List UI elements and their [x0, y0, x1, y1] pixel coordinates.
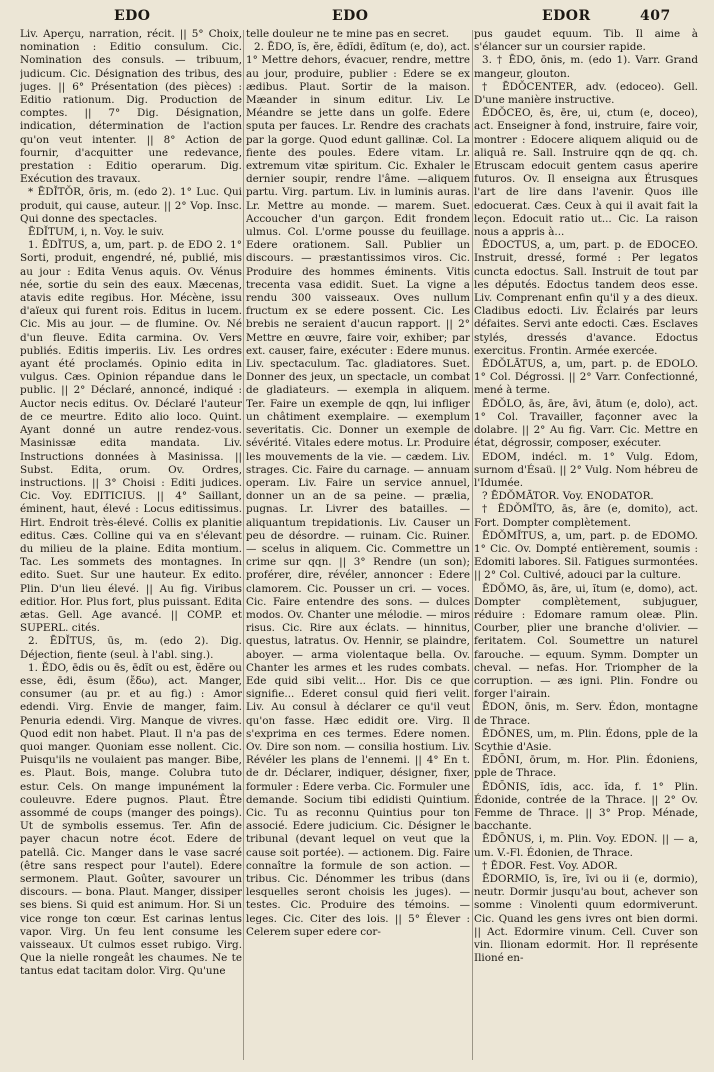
dictionary-entry: 3. † ĒDO, ōnis, m. (edo 1). Varr. Grand mangeur, glouton. — [474, 54, 698, 80]
dictionary-entry: 1. ĒDĬTUS, a, um, part. p. de EDO 2. 1° Sorti, produit, engendré, né, publié, mis au jour : Edita Venus aquis. Ov. Vénus née, sortie du sein des eaux. Mæcenas, atavis edite regibus. Hor. Mécène, issu d'aïeux qui furent rois. Editus in lucem. Cic. Mis au jour. — de flumine. Ov. Né d'un fleuve. Edita carmina. Ov. Vers publiés. Editis imperiis. Liv. Les ordres ayant été proclamés. Opinio edita in vulgus. Cæs. Opinion répandue dans le public. || 2° Déclaré, annoncé, indiqué : Auctor necis editus. Ov. Déclaré l'auteur de ce meurtre. Edito alio loco. Quint. Ayant donné un autre rendez-vous. Masinissæ edita mandata. Liv. Instructions données à Masinissa. || Subst. Edita, orum. Ov. Ordres, instructions. || 3° Choisi : Editi judices. Cic. Voy. EDITICIUS. || 4° Saillant, éminent, haut, élevé : Locus editissimus. Hirt. Endroit très-élevé. Collis ex planitie editus. Cæs. Colline qui va en s'élevant du milieu de la plaine. Edita montium. Tac. Les sommets des montagnes. In edito. Suet. Sur une hauteur. Ex edito. Plin. D'un lieu élevé. || Au fig. Viribus editior. Hor. Plus fort, plus puissant. Edita ætas. Gell. Age avancé. || COMP. et SUPERL. cités. — [20, 239, 242, 635]
dictionary-entry: ? ĒDŎMĀTOR. Voy. ENODATOR. — [482, 490, 654, 503]
dictionary-entry: EDOM, indécl. m. 1° Vulg. Edom, surnom d'Ésaü. || 2° Vulg. Nom hébreu de l'Idumée. — [474, 450, 698, 489]
dictionary-entry: ĒDŎCEO, ēs, ēre, ui, ctum (e, doceo), act. Enseigner à fond, instruire, faire voir, montrer : Edocere aliquem aliquid ou de aliquâ re. Sall. Instruire qqn de qq. ch. Etruscam edocuit gentem casus aperire futuros. Ov. Il enseigna aux Étrusques l'art de lire dans l'avenir. Quos ille edocuerat. Cæs. Ceux à qui il avait fait la leçon. Edocuit ratio ut... Cic. La raison nous a appris à... — [474, 107, 698, 239]
running-header — [0, 6, 714, 28]
dictionary-entry: 2. ĒDO, ĭs, ĕre, ēdĭdi, ēdĭtum (e, do), act. 1° Mettre dehors, évacuer, rendre, mettre au jour, produire, publier : Edere se ex ædibus. Plaut. Sortir de la maison. Mæander in sinum editur. Liv. Le Méandre se jette dans un golfe. Edere sputa per fauces. Lr. Rendre des crachats par la gorge. Quod edunt gallinæ. Col. La fiente des poules. Edere vitam. Lr. extremum vitæ spiritum. Cic. Exhaler le dernier soupir, rendre l'âme. —aliquem partu. Virg. partum. Liv. in luminis auras. Lr. Mettre au monde. — marem. Suet. Accoucher d'un garçon. Edit frondem ulmus. Col. L'orme pousse du feuillage. Edere orationem. Sall. Publier un discours. — præstantissimos viros. Cic. Produire des hommes éminents. Vitis trecenta vasa edidit. Suet. La vigne a rendu 300 vaisseaux. Oves nullum fructum ex se edere possent. Cic. Les brebis ne seraient d'aucun rapport. || 2° Mettre en œuvre, faire voir, exhiber; par ext. causer, faire, exécuter : Edere munus. Liv. spectaculum. Tac. gladiatores. Suet. Donner des jeux, un spectacle, un combat de gladiateurs. — exempla in aliquem. Ter. Faire un exemple de qqn, lui infliger un châtiment exemplaire. — exemplum severitatis. Cic. Donner un exemple de sévérité. Vitales edere motus. Lr. Produire les mouvements de la vie. — cædem. Liv. strages. Cic. Faire du carnage. — annuam operam. Liv. Faire un service annuel, donner un an de sa peine. — prælia, pugnas. Lr. Livrer des batailles. — aliquantum trepidationis. Liv. Causer un peu de désordre. — ruinam. Cic. Ruiner. — scelus in aliquem. Cic. Commettre un crime sur qqn. || 3° Rendre (un son); proférer, dire, révéler, annoncer : Edere clamorem. Cic. Pousser un cri. — voces. Cic. Faire entendre des sons. — dulces modos. Ov. Chanter une mélodie. — miros risus. Cic. Rire aux éclats. — hinnitus, questus, latratus. Ov. Hennir, se plaindre, aboyer. — arma violentaque bella. Ov. Chanter les armes et les rudes combats. Ede quid sibi velit... Hor. Dis ce que signifie... Ederet consul quid fieri velit. Liv. Au consul à déclarer ce qu'il veut qu'on fasse. Hæc edidit ore. Virg. Il s'exprima en ces termes. Edere nomen. Ov. Dire son nom. — consilia hostium. Liv. Révéler les plans de l'ennemi. || 4° En t. de dr. Déclarer, indiquer, désigner, fixer, formuler : Edere verba. Cic. Formuler une demande. Socium tibi edidisti Quintium. Cic. Tu as reconnu Quintius pour ton associé. Edere judicium. Cic. Désigner le tribunal (devant lequel on veut que la cause soit portée). — actionem. Dig. Faire connaître la formule de son action. — tribus. Cic. Dénommer les tribus (dans lesquelles seront choisis les juges). — testes. Cic. Produire des témoins. — leges. Cic. Citer des lois. || 5° Élever : Celerem super edere cor- — [246, 41, 470, 938]
dictionary-entry: * ĒDĬTŎR, ōris, m. (edo 2). 1° Luc. Qui produit, qui cause, auteur. || 2° Vop. Insc. Qui donne des spectacles. — [20, 186, 242, 225]
dictionary-entry: Liv. Aperçu, narration, récit. || 5° Choix, nomination : Editio consulum. Cic. Nomination des consuls. — tribuum, judicum. Cic. Désignation des tribus, des juges. || 6° Présentation (des pièces) : Editio rationum. Dig. Production de comptes. || 7° Dig. Désignation, indication, détermination de l'action qu'on veut intenter. || 8° Action de fournir, d'acquitter une redevance, prestation : Editio operarum. Dig. Exécution des travaux. — [20, 28, 242, 186]
dictionary-entry: telle douleur ne te mine pas en secret. — [246, 28, 450, 40]
page-number: 407 — [640, 8, 671, 24]
dictionary-entry: ĒDŌNIS, ĭdis, acc. ĭda, f. 1° Plin. Édonide, contrée de la Thrace. || 2° Ov. Femme de Thrace. || 3° Prop. Ménade, bacchante. — [474, 780, 698, 833]
dictionary-entry: ĒDŎMO, ās, āre, ui, ĭtum (e, domo), act. Dompter complètement, subjuguer, réduire : Edomare ramum oleæ. Plin. Courber, plier une branche d'olivier. — feritatem. Col. Soumettre un naturel farouche. — equum. Symm. Dompter un cheval. — nefas. Hor. Triompher de la corruption. — æs igni. Plin. Fondre ou forger l'airain. — [474, 582, 698, 701]
column-3 — [474, 28, 698, 1064]
dictionary-entry: pus gaudet equum. Tib. Il aime à s'élancer sur un coursier rapide. — [474, 28, 698, 54]
dictionary-entry: † ĒDŎMĬTO, ās, āre (e, domito), act. Fort. Dompter complètement. — [474, 503, 698, 529]
dictionary-entry: † ĒDŎCENTER, adv. (edoceo). Gell. D'une manière instructive. — [474, 80, 698, 107]
dictionary-entry: ĒDOCTUS, a, um, part. p. de EDOCEO. Instruit, dressé, formé : Per legatos cuncta edoctus. Sall. Instruit de tout par les députés. Edoctus tandem deos esse. Liv. Comprenant enfin qu'il y a des dieux. Cladibus edocti. Liv. Éclairés par leurs défaites. Servi ante edocti. Cæs. Esclaves stylés, dressés d'avance. Edoctus exercitus. Frontin. Armée exercée. — [474, 239, 698, 357]
dictionary-entry: ĒDĬTUM, i, n. Voy. le suiv. — [28, 226, 165, 239]
dictionary-entry: ĒDŌNES, um, m. Plin. Édons, pple de la Scythie d'Asie. — [474, 727, 698, 753]
dictionary-entry: 2. ĒDĬTUS, ūs, m. (edo 2). Dig. Déjection, fiente (seul. à l'abl. sing.). — [20, 635, 242, 661]
dictionary-entry: ĒDŌNI, ōrum, m. Hor. Plin. Édoniens, pple de Thrace. — [474, 754, 698, 780]
dictionary-entry: ĒDORMIO, īs, īre, īvi ou ii (e, dormio), neutr. Dormir jusqu'au bout, achever son somme : Vinolenti quum edormiverunt. Cic. Quand les gens ivres ont bien dormi. || Act. Edormire vinum. Cell. Cuver son vin. Ilionam edormit. Hor. Il représente Ilioné en- — [474, 873, 698, 965]
header-guide-word-left: EDO — [114, 8, 151, 24]
dictionary-entry: ĒDŎMĬTUS, a, um, part. p. de EDOMO. 1° Cic. Ov. Dompté entièrement, soumis : Edomiti labores. Sil. Fatigues surmontées. || 2° Col. Cultivé, adouci par la culture. — [474, 529, 698, 582]
column-2 — [246, 28, 470, 1064]
dictionary-entry: ĒDŎLĀTUS, a, um, part. p. de EDOLO. 1° Col. Dégrossi. || 2° Varr. Confectionné, mené à terme. — [474, 358, 698, 397]
header-guide-word-right: EDOR — [542, 8, 591, 24]
dictionary-entry: ĒDŎLO, ās, āre, āvi, ātum (e, dolo), act. 1° Col. Travailler, façonner avec la dolabre. || 2° Au fig. Varr. Cic. Mettre en état, dégrossir, composer, exécuter. — [474, 397, 698, 450]
dictionary-columns — [20, 28, 698, 1064]
column-1 — [20, 28, 242, 1064]
dictionary-entry: † ĒDOR. Fest. Voy. ADOR. — [482, 859, 618, 872]
dictionary-entry: ĒDON, ōnis, m. Serv. Édon, montagne de Thrace. — [474, 701, 698, 727]
dictionary-entry: 1. ĔDO, ēdis ou ēs, ēdĭt ou est, ĕdĕre ou esse, ēdi, ēsum (ἔδω), act. Manger, consumer (au pr. et au fig.) : Amor edendi. Virg. Envie de manger, faim. Penuria edendi. Virg. Manque de vivres. Quod edit non habet. Plaut. Il n'a pas de quoi manger. Quoniam esse nollent. Cic. Puisqu'ils ne voulaient pas manger. Bibe, es. Plaut. Bois, mange. Colubra tuto estur. Cels. On mange impunément la couleuvre. Edere pugnos. Plaut. Être assommé de coups (manger des poings). Ut de symbolis essemus. Ter. Afin de payer chacun notre écot. Edere de patellâ. Cic. Manger dans le vase sacré (être sans respect pour l'autel). Edere sermonem. Plaut. Goûter, savourer un discours. — bona. Plaut. Manger, dissiper ses biens. Si quid est animum. Hor. Si un vice ronge ton cœur. Est carinas lentus vapor. Virg. Un feu lent consume les vaisseaux. Ut culmos esset rubigo. Virg. Que la nielle rongeât les chaumes. Ne te tantus edat tacitam dolor. Virg. Qu'une — [20, 661, 242, 978]
dictionary-entry: ĒDŌNUS, i, m. Plin. Voy. EDON. || — a, um. V.-Fl. Édonien, de Thrace. — [474, 833, 698, 859]
header-guide-word-center: EDO — [332, 8, 369, 24]
